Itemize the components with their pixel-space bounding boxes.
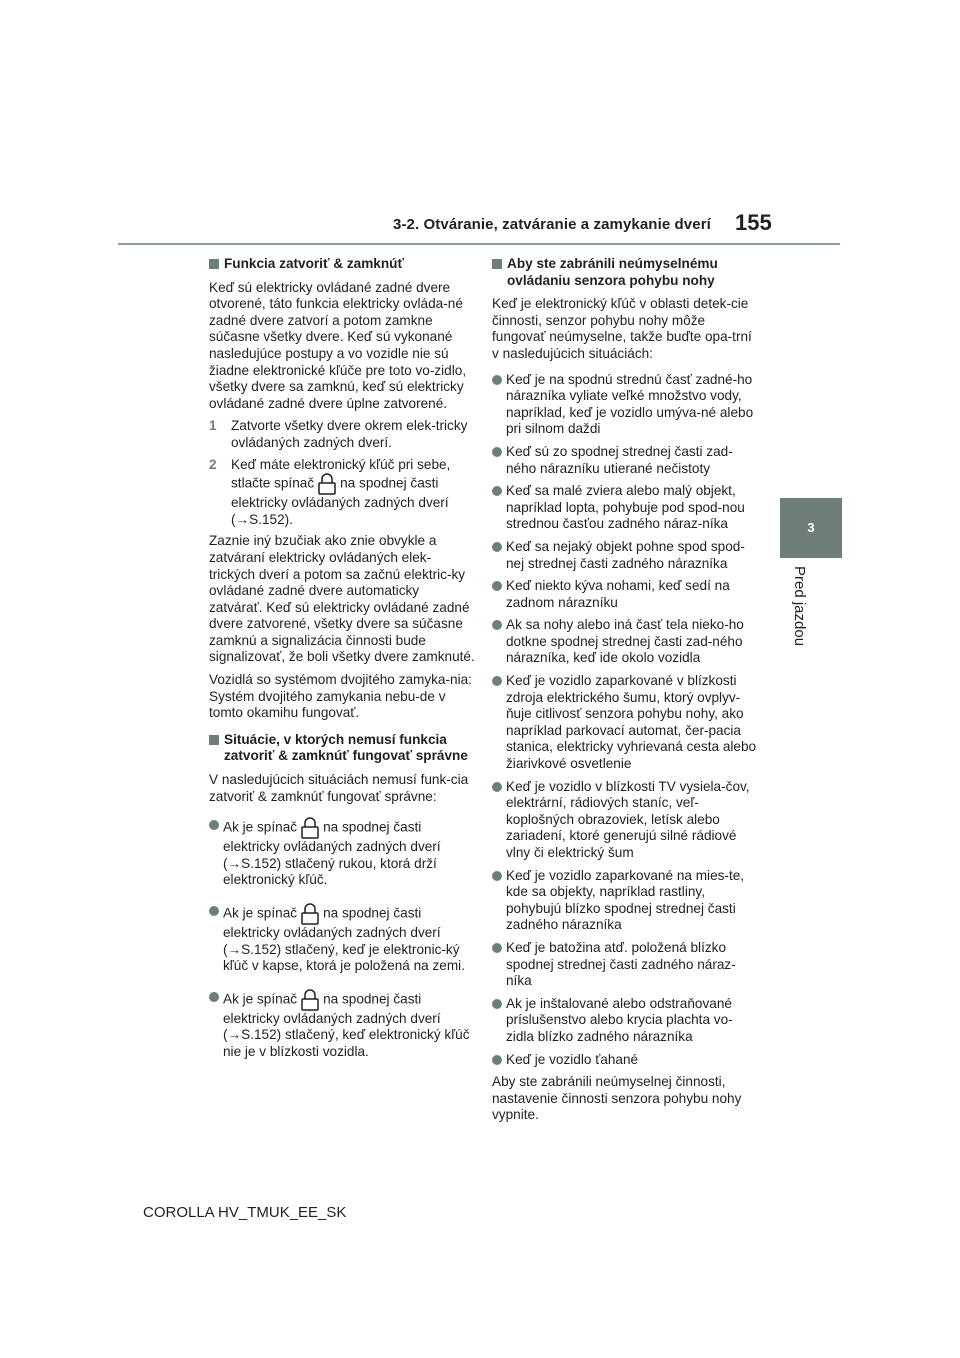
page-number: 155: [735, 210, 772, 235]
bullet-item: Keď sa malé zviera alebo malý objekt, napríklad lopta, pohybuje pod spod-nou strednou časťou zadného náraz-níka: [492, 483, 758, 533]
bullet-item: Keď sa nejaký objekt pohne spod spod-nej strednej časti zadného nárazníka: [492, 539, 758, 572]
round-bullet-icon: [492, 782, 502, 792]
round-bullet-icon: [209, 992, 219, 1002]
paragraph: V nasledujúcich situáciách nemusí funk-cia zatvoriť & zamknúť fungovať správne:: [209, 772, 469, 804]
section-heading: Situácie, v ktorých nemusí funkcia zatvoriť & zamknúť fungovať správne: [209, 732, 475, 765]
paragraph: Zaznie iný bzučiak ako znie obvykle a zatváraní elektricky ovládaných elek-trických dverí a potom sa začnú elektric-ky ovládané zadné dvere automaticky zatvárať. Keď sú elektricky ovládané zadné dvere zatvorené, všetky dvere sa súčasne zamknú a signalizácia činnosti bude signalizovať, že boli všetky dvere zamknuté.: [209, 533, 475, 665]
round-bullet-icon: [492, 1055, 502, 1065]
lock-switch-icon: [301, 989, 319, 1011]
lock-switch-icon: [318, 473, 336, 495]
bullet-item: Keď je batožina atď. položená blízko spodnej strednej časti zadného náraz-níka: [492, 940, 758, 990]
section-heading: Funkcia zatvoriť & zamknúť: [209, 256, 475, 273]
step-item: 2 Keď máte elektronický kľúč pri sebe, stlačte spínač na spodnej časti elektricky ovládaných zadných dverí (→S.152).: [209, 456, 451, 527]
lock-switch-icon: [301, 903, 319, 925]
header-divider: [118, 243, 840, 245]
round-bullet-icon: [209, 906, 219, 916]
section-title: 3-2. Otváranie, zatváranie a zamykanie dverí: [393, 216, 711, 233]
paragraph: Keď sú elektricky ovládané zadné dvere otvorené, táto funkcia elektricky ovláda-né zadné dvere zatvorí a potom zamkne súčasne všetky dvere. Keď sú vykonané nasledujúce postupy a vo vozidle nie sú žiadne elektronické kľúče pre toto vo-zidlo, všetky dvere sa zamknú, keď sú elektricky ovládané zadné dvere úplne zatvorené.: [209, 279, 467, 411]
bullet-item: Keď je vozidlo v blízkosti TV vysiela-čov, elektrární, rádiových staníc, veľ-koplošných obrazoviek, letísk alebo zariadení, ktoré generujú silné rádiové vlny či elektrický šum: [492, 779, 758, 862]
chapter-tab: 3: [780, 498, 842, 558]
bullet-item: Keď je na spodnú strednú časť zadné-ho nárazníka vyliate veľké množstvo vody, napríklad, keď je vozidlo umýva-né alebo pri silnom daždi: [492, 372, 758, 438]
round-bullet-icon: [492, 447, 502, 457]
square-bullet-icon: [492, 259, 502, 269]
step-item: 1 Zatvorte všetky dvere okrem elek-tricky ovládaných zadných dverí.: [209, 418, 468, 450]
round-bullet-icon: [209, 820, 219, 830]
left-column: [209, 256, 475, 1067]
round-bullet-icon: [492, 375, 502, 385]
round-bullet-icon: [492, 676, 502, 686]
lock-switch-icon: [301, 817, 319, 839]
round-bullet-icon: [492, 620, 502, 630]
footer-model-code: COROLLA HV_TMUK_EE_SK: [143, 1204, 347, 1221]
right-column: [492, 256, 758, 1130]
bullet-item: Keď je vozidlo ťahané: [492, 1052, 758, 1069]
bullet-item: Keď niekto kýva nohami, keď sedí na zadnom nárazníku: [492, 578, 758, 611]
paragraph: Vozidlá so systémom dvojitého zamyka-nia: Systém dvojitého zamykania nebu-de v tomto okamihu fungovať.: [209, 672, 472, 721]
bullet-item: Ak je spínač na spodnej časti elektricky ovládaných zadných dverí (→S.152) stlačený, keď elektronický kľúč nie je v blízkosti vozidla.: [209, 989, 475, 1061]
chapter-label: Pred jazdou: [791, 566, 808, 647]
bullet-item: Keď sú zo spodnej strednej časti zad-ného nárazníku utierané nečistoty: [492, 444, 758, 477]
bullet-item: Ak je spínač na spodnej časti elektricky ovládaných zadných dverí (→S.152) stlačený, keď je elektronic-ký kľúč v kapse, ktorá je položená na zemi.: [209, 903, 475, 975]
bullet-item: Ak je inštalované alebo odstraňované príslušenstvo alebo krycia plachta vo-zidla blízko zadného nárazníka: [492, 996, 758, 1046]
round-bullet-icon: [492, 999, 502, 1009]
round-bullet-icon: [492, 581, 502, 591]
round-bullet-icon: [492, 943, 502, 953]
round-bullet-icon: [492, 871, 502, 881]
square-bullet-icon: [209, 735, 219, 745]
bullet-item: Keď je vozidlo zaparkované na mies-te, kde sa objekty, napríklad rastliny, pohybujú blízko spodnej strednej časti zadného nárazníka: [492, 868, 758, 934]
round-bullet-icon: [492, 542, 502, 552]
paragraph: Keď je elektronický kľúč v oblasti detek-cie činnosti, senzor pohybu nohy môže fungovať neúmyselne, takže buďte opa-trní v nasledujúcich situáciách:: [492, 296, 752, 361]
bullet-item: Ak sa nohy alebo iná časť tela nieko-ho dotkne spodnej strednej časti zad-ného nárazníka, keď ide okolo vozidla: [492, 617, 758, 667]
section-heading: Aby ste zabránili neúmyselnému ovládaniu senzora pohybu nohy: [492, 256, 758, 289]
bullet-item: Keď je vozidlo zaparkované v blízkosti zdroja elektrického šumu, ktorý ovplyv-ňuje citlivosť senzora pohybu nohy, ako napríklad parkovací automat, čer-pacia stanica, elektricky vyhrievaná cesta alebo žiarivkové osvetlenie: [492, 673, 758, 773]
round-bullet-icon: [492, 486, 502, 496]
square-bullet-icon: [209, 259, 219, 269]
paragraph: Aby ste zabránili neúmyselnej činnosti, nastavenie činnosti senzora pohybu nohy vypnite.: [492, 1074, 742, 1123]
bullet-item: Ak je spínač na spodnej časti elektricky ovládaných zadných dverí (→S.152) stlačený rukou, ktorá drží elektronický kľúč.: [209, 817, 475, 889]
